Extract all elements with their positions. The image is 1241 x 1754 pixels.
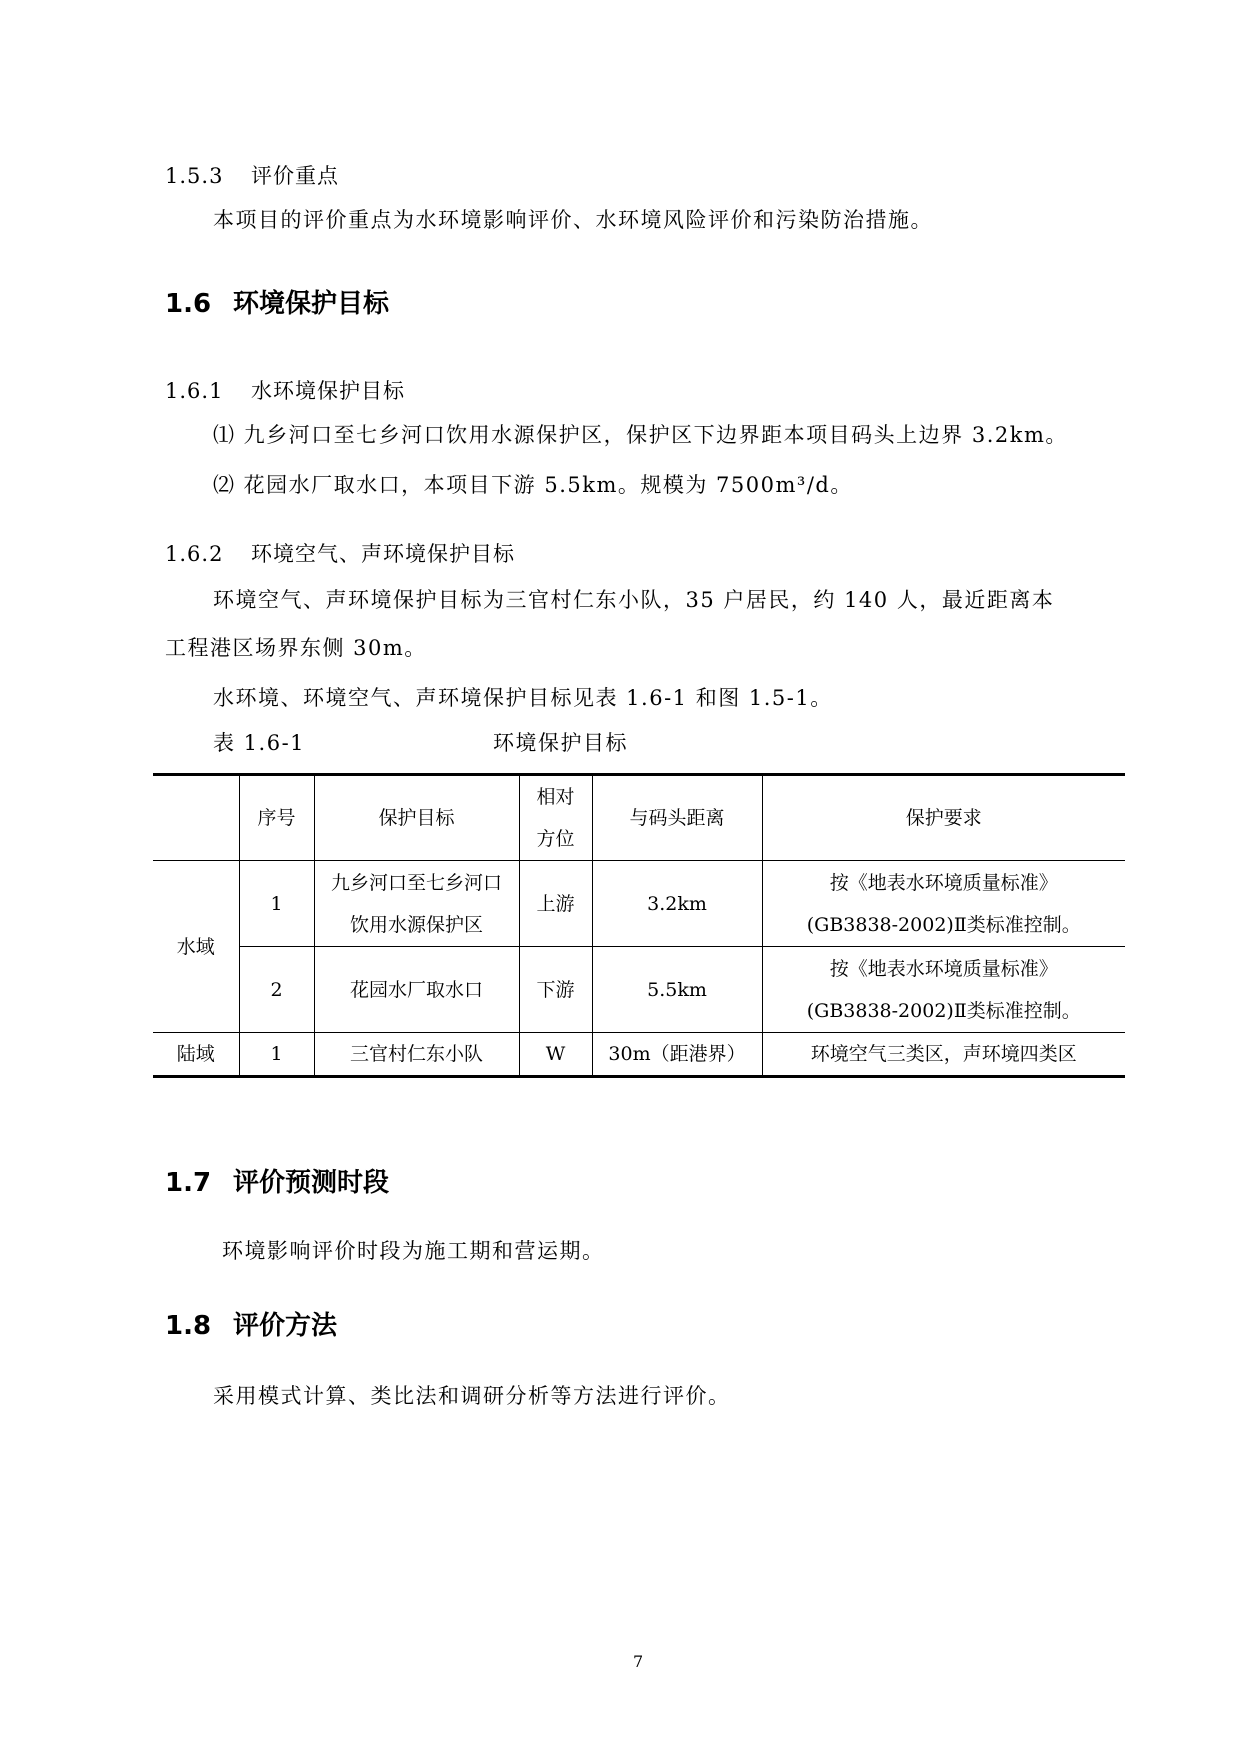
section-title: 评价方法 <box>233 1311 338 1341</box>
section-1-7-heading <box>165 1162 389 1199</box>
header-cell: 与码头距离 <box>592 775 762 861</box>
header-cell: 保护目标 <box>314 775 519 861</box>
section-1-8-text: 采用模式计算、类比法和调研分析等方法进行评价。 <box>213 1384 731 1408</box>
section-1-7-text: 环境影响评价时段为施工期和营运期。 <box>222 1239 605 1263</box>
table-cell: 按《地表水环境质量标准》(GB3838-2002)Ⅱ类标准控制。 <box>762 861 1125 947</box>
group-cell: 水域 <box>153 861 239 1033</box>
list-item: ⑴ 九乡河口至七乡河口饮用水源保护区，保护区下边界距本项目码头上边界 3.2km。 <box>213 423 1068 447</box>
section-1-5-3-text: 本项目的评价重点为水环境影响评价、水环境风险评价和污染防治措施。 <box>213 208 933 232</box>
section-number: 1.6 <box>165 289 212 319</box>
section-1-6-heading <box>165 283 389 320</box>
table-cell: 花园水厂取水口 <box>314 947 519 1033</box>
section-title: 水环境保护目标 <box>251 379 405 403</box>
section-title: 环境空气、声环境保护目标 <box>251 542 515 566</box>
list-item: ⑵ 花园水厂取水口，本项目下游 5.5km。规模为 7500m³/d。 <box>213 473 853 497</box>
paragraph: 水环境、环境空气、声环境保护目标见表 1.6-1 和图 1.5-1。 <box>213 686 833 710</box>
table-row <box>153 1033 1125 1077</box>
table-cell: 1 <box>239 1033 314 1077</box>
table-cell: 三官村仁东小队 <box>314 1033 519 1077</box>
section-1-5-3-heading <box>165 160 339 190</box>
table-title: 环境保护目标 <box>493 731 628 755</box>
section-1-8-heading <box>165 1305 337 1342</box>
protection-target-table <box>153 773 1125 1078</box>
table-cell: 5.5km <box>592 947 762 1033</box>
paragraph-line: 环境空气、声环境保护目标为三官村仁东小队，35 户居民，约 140 人，最近距离本 <box>213 588 1055 612</box>
table-cell: 2 <box>239 947 314 1033</box>
table-cell: 九乡河口至七乡河口饮用水源保护区 <box>314 861 519 947</box>
table-header-row <box>153 775 1125 861</box>
section-title: 环境保护目标 <box>233 289 390 319</box>
section-number: 1.6.2 <box>165 542 224 566</box>
section-number: 1.8 <box>165 1311 212 1341</box>
header-cell: 保护要求 <box>762 775 1125 861</box>
table-cell: 环境空气三类区，声环境四类区 <box>762 1033 1125 1077</box>
header-cell: 序号 <box>239 775 314 861</box>
table-cell: 30m（距港界） <box>592 1033 762 1077</box>
section-title: 评价预测时段 <box>233 1168 390 1198</box>
section-1-6-2-heading <box>165 538 515 568</box>
table-cell: 上游 <box>519 861 592 947</box>
table-cell: 3.2km <box>592 861 762 947</box>
section-title: 评价重点 <box>251 164 339 188</box>
section-number: 1.6.1 <box>165 379 224 403</box>
table-row <box>153 947 1125 1033</box>
section-1-6-1-heading <box>165 375 405 405</box>
table-row <box>153 861 1125 947</box>
table-cell: 按《地表水环境质量标准》(GB3838-2002)Ⅱ类标准控制。 <box>762 947 1125 1033</box>
group-cell: 陆域 <box>153 1033 239 1077</box>
table-cell: 1 <box>239 861 314 947</box>
header-cell: 相对方位 <box>519 775 592 861</box>
table-number: 表 1.6-1 <box>213 731 306 755</box>
table-cell: W <box>519 1033 592 1077</box>
section-number: 1.7 <box>165 1168 212 1198</box>
page-number: 7 <box>633 1652 644 1671</box>
header-cell <box>153 775 239 861</box>
table-cell: 下游 <box>519 947 592 1033</box>
section-number: 1.5.3 <box>165 164 224 188</box>
paragraph-line: 工程港区场界东侧 30m。 <box>165 636 427 660</box>
